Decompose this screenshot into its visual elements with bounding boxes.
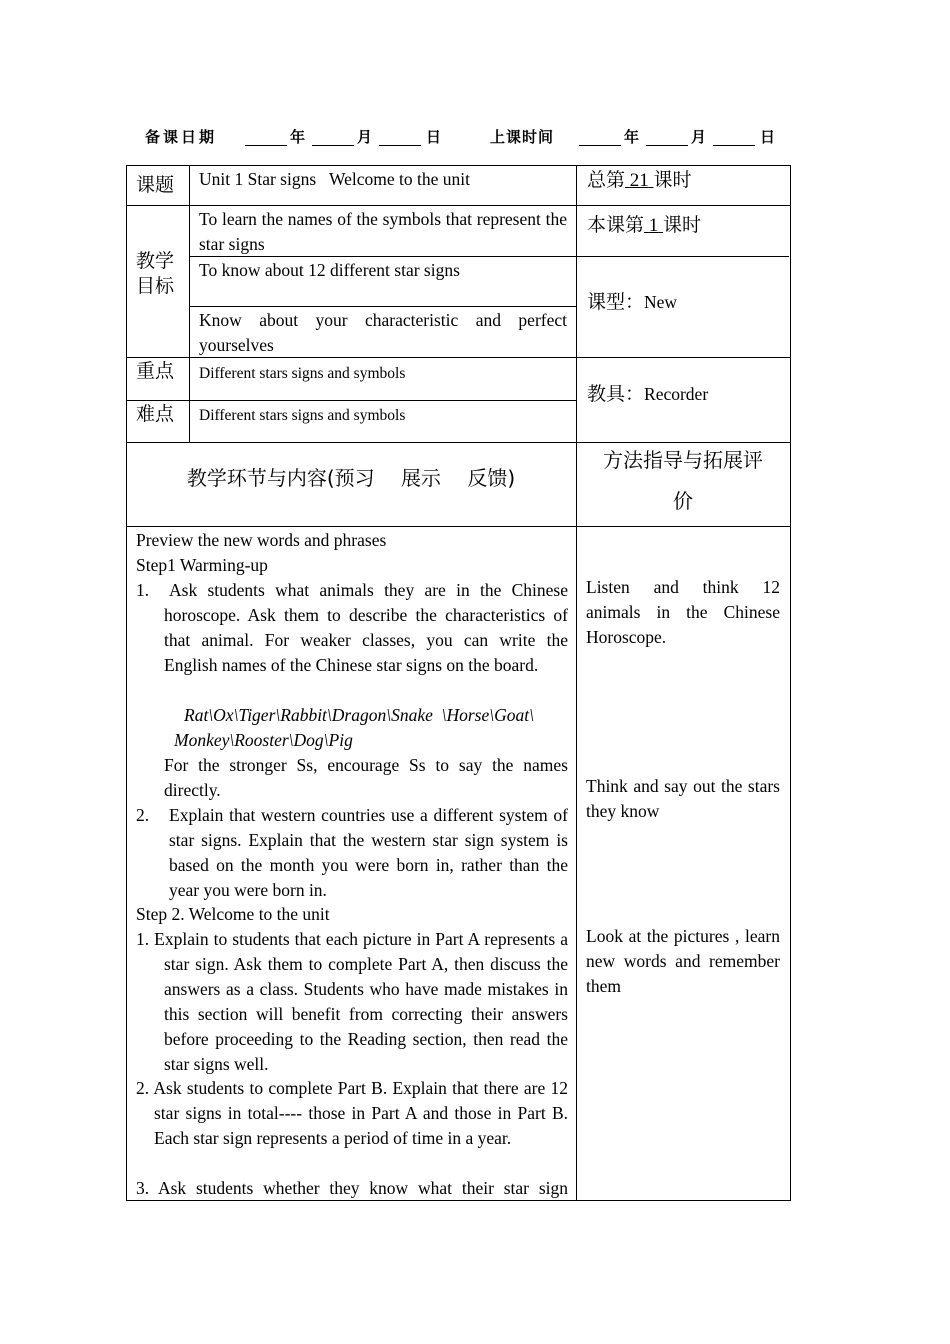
key-point-value: Different stars signs and symbols — [199, 365, 406, 382]
step1-item2: Explain that western countries use a different system of star signs. Explain that the western star sign system is based on the month you were born in, rather than the year you were born in. — [169, 805, 568, 900]
topic-label: 课题 — [136, 174, 175, 196]
prep-date-label: 备课日期 — [145, 128, 218, 146]
method-note-2: Think and say out the stars they know — [586, 776, 780, 821]
class-day-char: 日 — [760, 128, 776, 146]
table-divider — [126, 400, 577, 401]
year-blank — [245, 145, 287, 146]
step1-heading: Step1 Warming-up — [136, 555, 268, 575]
total-prefix: 总第 — [587, 169, 626, 191]
topic-value: Unit 1 Star signs Welcome to the unit — [199, 169, 470, 189]
class-day-blank — [713, 145, 755, 146]
step2-item3: 3. Ask students whether they know what their star sign — [136, 1178, 568, 1198]
table-divider — [126, 442, 790, 443]
preview-line: Preview the new words and phrases — [136, 530, 387, 550]
objective-1: To learn the names of the symbols that represent the star signs — [199, 209, 567, 254]
month-blank — [312, 145, 354, 146]
lesson-header — [145, 126, 795, 148]
step2-item1: 1. Explain to students that each picture in Part A represents a star sign. Ask them to complete Part A, then discuss the answers as a class. Students who have made mistakes in this section will benefit from correcting their answers before proceeding to the Reading section, then read the star signs well. — [136, 929, 568, 1074]
lesson-type-value: New — [644, 292, 678, 312]
method-heading-1: 方法指导与拓展评 — [603, 448, 763, 472]
lesson-type — [587, 290, 677, 315]
step1-item2-number: 2. — [136, 805, 150, 825]
method-note-1: Listen and think 12 animals in the Chinese Horoscope. — [586, 577, 780, 647]
step1-item1: Ask students what animals they are in the Chinese horoscope. Ask them to describe the characteristics of that animal. For weaker classes, you can write the English names of the Chinese star signs on the board. — [164, 580, 568, 675]
lesson-period — [587, 213, 701, 238]
objective-2: To know about 12 different star signs — [199, 260, 460, 280]
tools-value: Recorder — [644, 384, 709, 404]
day-char: 日 — [426, 128, 442, 146]
difficulty-label: 难点 — [136, 403, 175, 425]
day-blank — [379, 145, 421, 146]
total-period — [587, 168, 692, 193]
total-suffix: 课时 — [653, 169, 692, 191]
stronger-students-note: For the stronger Ss, encourage Ss to say the names directly. — [164, 755, 568, 800]
class-year-char: 年 — [624, 128, 640, 146]
table-divider — [576, 165, 577, 1200]
table-divider — [126, 205, 790, 206]
lesson-prefix: 本课第 — [587, 214, 645, 236]
method-heading-2: 价 — [673, 489, 693, 513]
lesson-type-label: 课型： — [587, 291, 645, 313]
key-point-label: 重点 — [136, 360, 175, 382]
process-heading: 教学环节与内容(预习 展示 反馈) — [186, 466, 516, 490]
month-char: 月 — [357, 128, 373, 146]
animal-list-line2: Monkey\Rooster\Dog\Pig — [174, 730, 353, 750]
objectives-label-2: 目标 — [136, 275, 175, 297]
table-divider — [189, 306, 577, 307]
step2-heading: Step 2. Welcome to the unit — [136, 904, 330, 924]
difficulty-value: Different stars signs and symbols — [199, 407, 406, 424]
total-number: 21 — [629, 170, 649, 191]
animal-list-line1: Rat\Ox\Tiger\Rabbit\Dragon\Snake \Horse\Goat\ — [184, 705, 534, 725]
table-divider — [189, 165, 190, 443]
year-char: 年 — [290, 128, 306, 146]
objectives-label-1: 教学 — [136, 250, 175, 272]
lesson-number: 1 — [648, 215, 659, 236]
objective-3: Know about your characteristic and perfect yourselves — [199, 310, 567, 355]
class-year-blank — [579, 145, 621, 146]
class-month-char: 月 — [691, 128, 707, 146]
step2-item2: 2. Ask students to complete Part B. Explain that there are 12 star signs in total---- those in Part A and those in Part B. Each star sign represents a period of time in a year. — [136, 1078, 568, 1148]
class-month-blank — [646, 145, 688, 146]
tools-label: 教具： — [587, 383, 645, 405]
class-time-label: 上课时间 — [490, 128, 555, 146]
tools — [587, 382, 708, 407]
table-divider — [126, 526, 790, 527]
step1-item1-number: 1. — [136, 580, 150, 600]
method-note-3: Look at the pictures , learn new words and remember them — [586, 926, 780, 996]
lesson-suffix: 课时 — [663, 214, 702, 236]
